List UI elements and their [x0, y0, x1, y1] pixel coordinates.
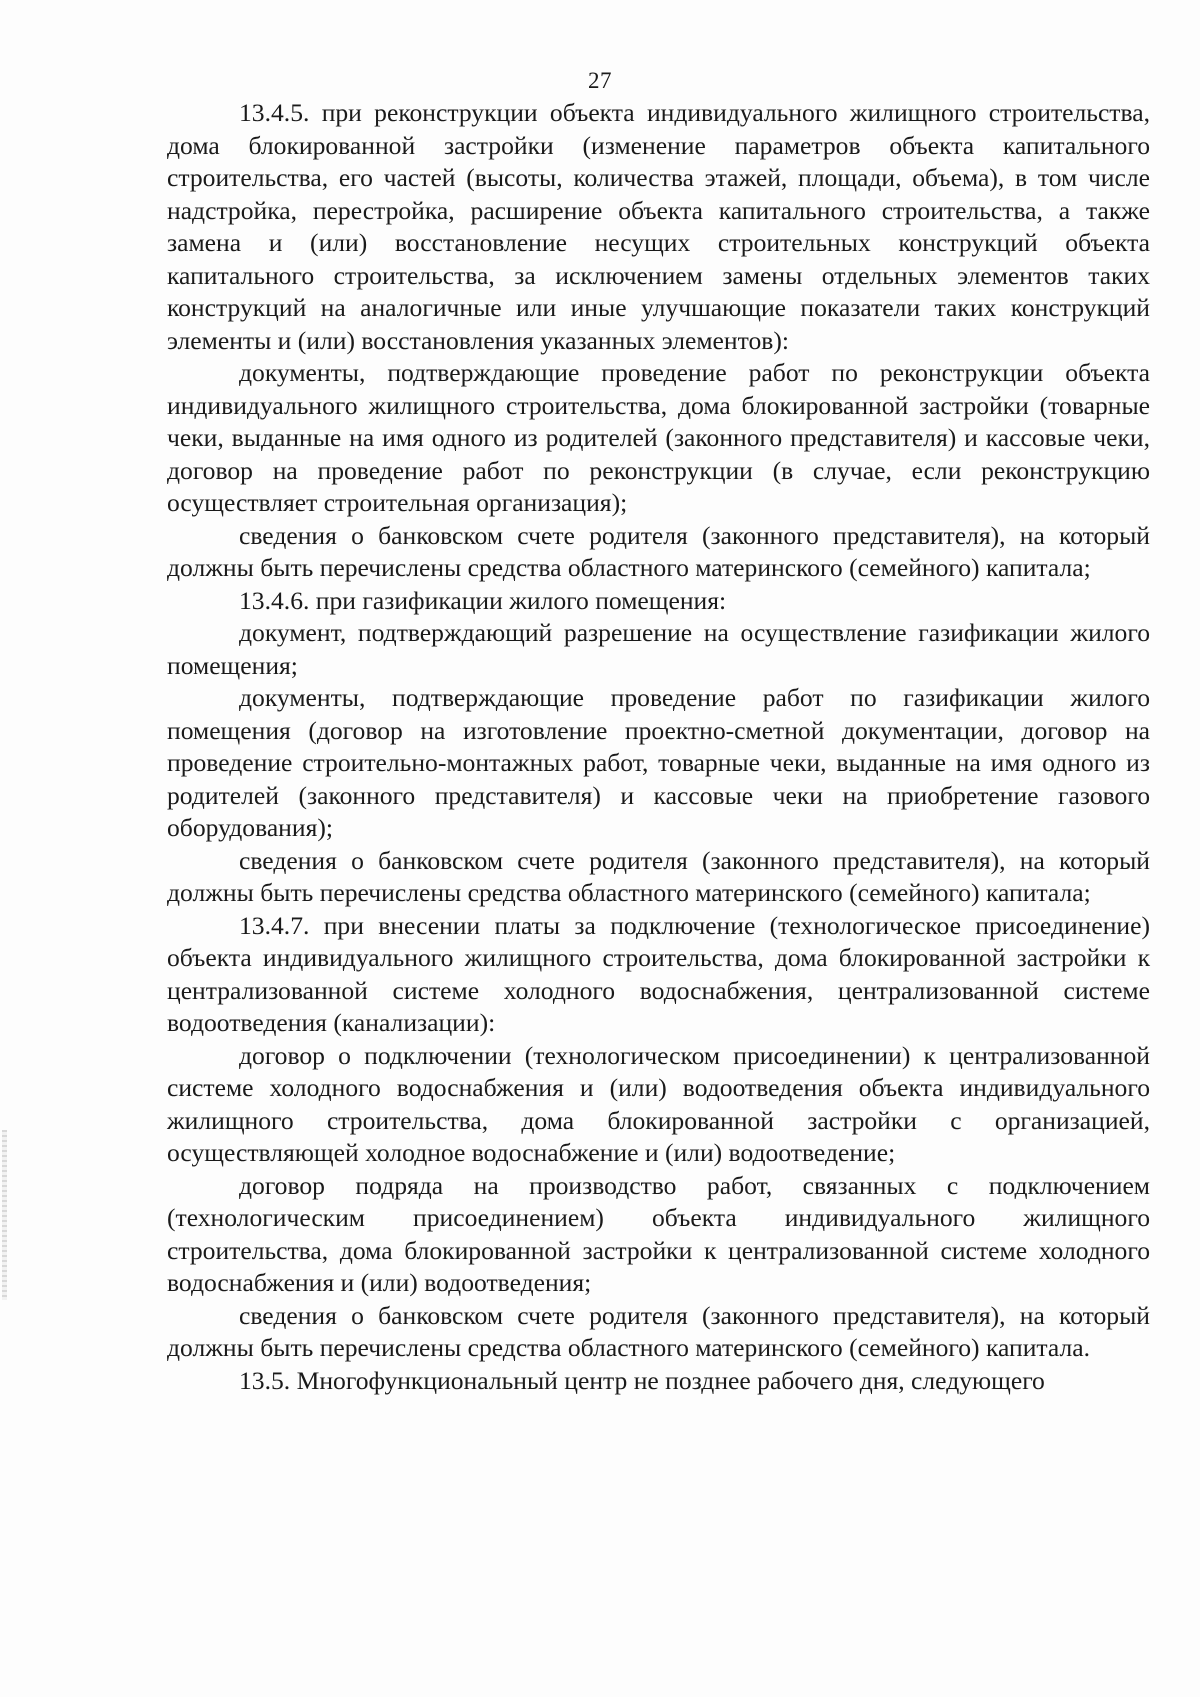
paragraph-13-4-5: 13.4.5. при реконструкции объекта индивидуального жилищного строительства, дома блокированной застройки (изменение параметров объекта капитального строительства, его частей (высоты, количества этажей, площади, объема), в том числе надстройка, перестройка, расширение объекта капитального строительства, а также замена и (или) восстановление несущих строительных конструкций объекта капитального строительства, за исключением замены отдельных элементов таких конструкций на аналогичные или иные улучшающие показатели таких конструкций элементы и (или) восстановления указанных элементов): — [167, 98, 1150, 355]
paragraph-work-contract: договор подряда на производство работ, связанных с подключением (технологическим присоединением) объекта индивидуального жилищного строительства, дома блокированной застройки к централизованной системе холодного водоснабжения и (или) водоотведения; — [167, 1170, 1150, 1297]
paragraph-connection-contract: договор о подключении (технологическом присоединении) к централизованной системе холодного водоснабжения и (или) водоотведения объекта индивидуального жилищного строительства, дома блокированной застройки с организацией, осуществляющей холодное водоснабжение и (или) водоотведение; — [167, 1040, 1150, 1167]
page-number: 27 — [588, 68, 612, 93]
paragraph-bank-account-info: сведения о банковском счете родителя (законного представителя), на который должны быть перечислены средства областного материнского (семейного) капитала; — [167, 845, 1150, 907]
paragraph-bank-account-info: сведения о банковском счете родителя (законного представителя), на который должны быть перечислены средства областного материнского (семейного) капитала; — [167, 520, 1150, 582]
paragraph-reconstruction-documents: документы, подтверждающие проведение работ по реконструкции объекта индивидуального жилищного строительства, дома блокированной застройки (товарные чеки, выданные на имя одного из родителей (законного представителя) и кассовые чеки, договор на проведение работ по реконструкции (в случае, если реконструкцию осуществляет строительная организация); — [167, 358, 1150, 517]
paragraph-13-4-7: 13.4.7. при внесении платы за подключение (технологическое присоединение) объекта индивидуального жилищного строительства, дома блокированной застройки к централизованной системе холодного водоснабжения, централизованной системе водоотведения (канализации): — [167, 910, 1150, 1037]
paragraph-13-4-6: 13.4.6. при газификации жилого помещения: — [239, 585, 727, 615]
paragraph-13-5: 13.5. Многофункциональный центр не позднее рабочего дня, следующего — [239, 1365, 1045, 1395]
scan-edge-artifact — [2, 1130, 7, 1300]
document-body — [167, 97, 1150, 1397]
paragraph-bank-account-info: сведения о банковском счете родителя (законного представителя), на который должны быть перечислены средства областного материнского (семейного) капитала. — [167, 1300, 1150, 1362]
paragraph-gasification-documents: документы, подтверждающие проведение работ по газификации жилого помещения (договор на изготовление проектно-сметной документации, договор на проведение строительно-монтажных работ, товарные чеки, выданные на имя одного из родителей (законного представителя) и кассовые чеки на приобретение газового оборудования); — [167, 683, 1150, 842]
paragraph-gasification-permit: документ, подтверждающий разрешение на осуществление газификации жилого помещения; — [167, 618, 1150, 680]
